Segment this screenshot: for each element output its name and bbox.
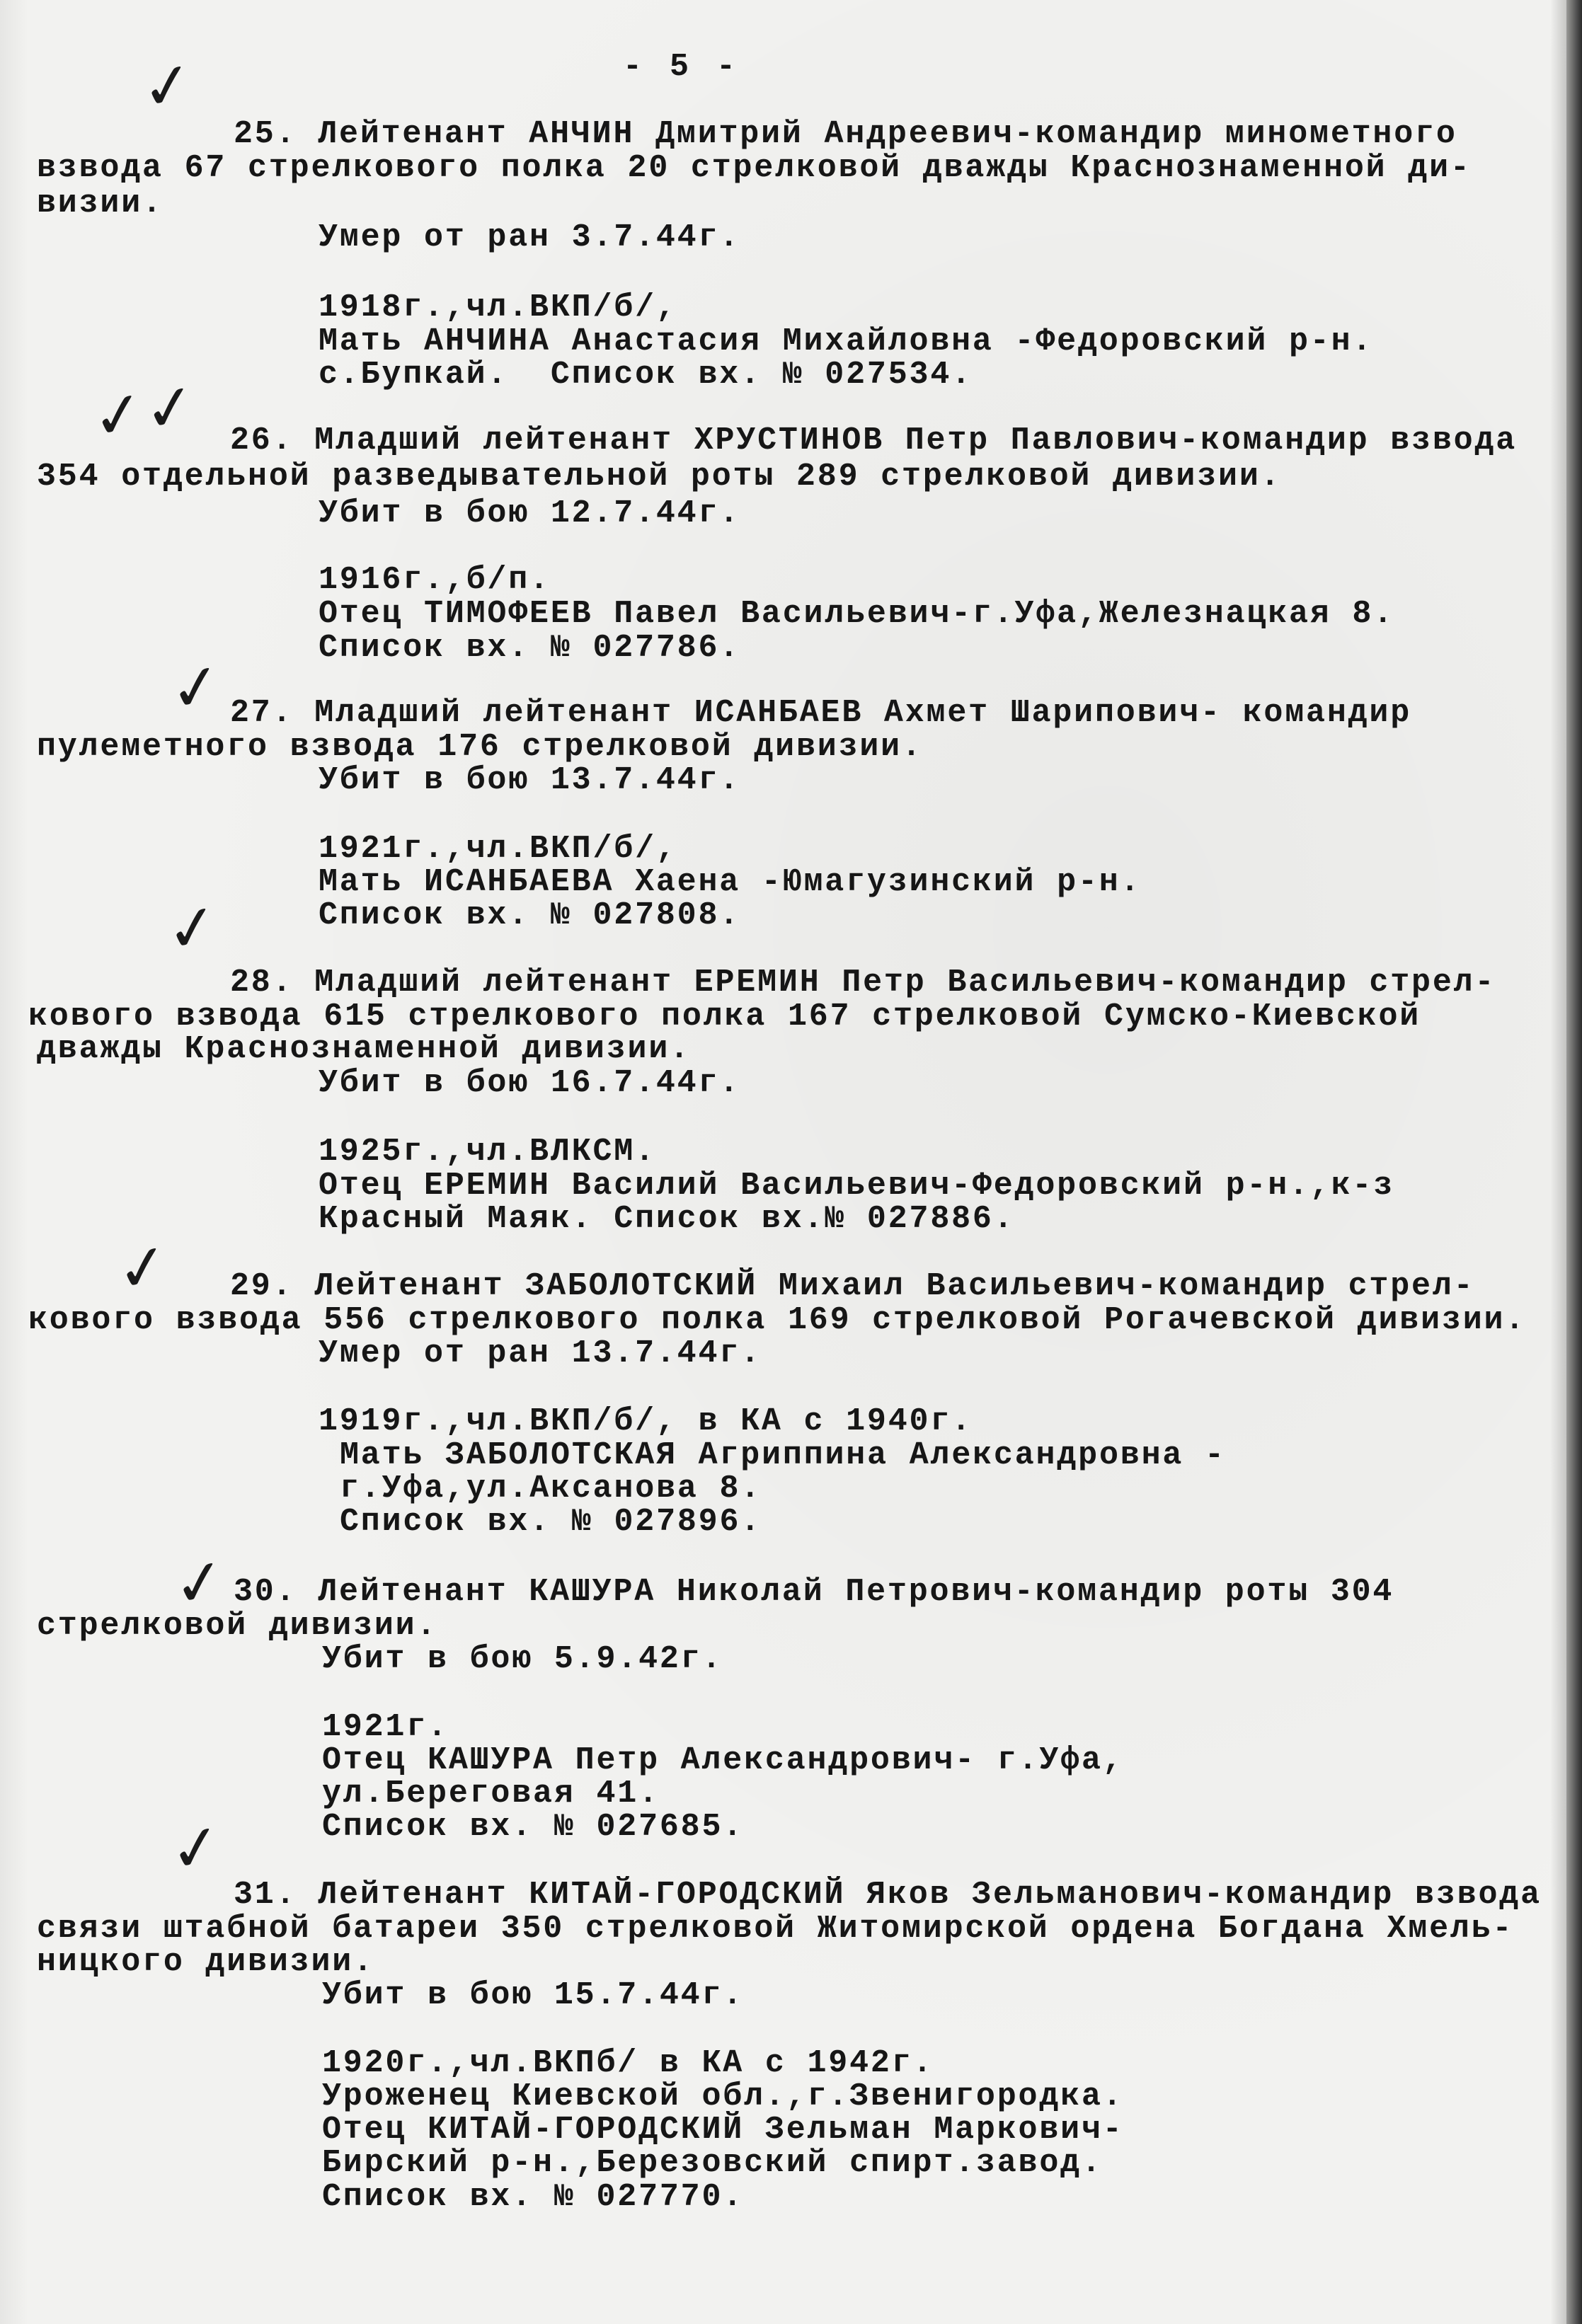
entry-line: взвода 67 стрелкового полка 20 стрелковой дважды Краснознаменной ди- [37, 150, 1472, 186]
entry-line: 28. Младший лейтенант ЕРЕМИН Петр Васильевич-командир стрел- [230, 965, 1496, 1001]
entry-line: Мать ИСАНБАЕВА Хаена -Юмагузинский р-н. [319, 864, 1142, 900]
entry-line: Уроженец Киевской обл.,г.Звенигородка. [322, 2078, 1124, 2115]
entry-line: Убит в бою 15.7.44г. [322, 1977, 745, 2013]
entry-line: Список вх. № 027896. [340, 1504, 762, 1540]
entry-line: Мать АНЧИНА Анастасия Михайловна -Федоровский р-н. [319, 323, 1374, 359]
entry-line: Убит в бою 5.9.42г. [322, 1641, 723, 1677]
entry-line: 354 отдельной разведывательной роты 289 стрелковой дивизии. [37, 459, 1282, 495]
checkmark-icon: ✓ [165, 648, 227, 727]
entry-line: Убит в бою 12.7.44г. [319, 495, 741, 531]
entry-line: Отец КАШУРА Петр Александрович- г.Уфа, [322, 1742, 1124, 1778]
entry-line: 30. Лейтенант КАШУРА Николай Петрович-командир роты 304 [234, 1574, 1394, 1610]
entry-line: стрелковой дивизии. [37, 1608, 438, 1644]
entry-line: Отец ТИМОФЕЕВ Павел Васильевич-г.Уфа,Железнацкая 8. [319, 596, 1395, 632]
entry-line: визии. [37, 185, 164, 222]
entry-line: Список вх. № 027786. [319, 630, 741, 666]
checkmark-icon: ✓ [161, 888, 224, 968]
entry-line: 1921г.,чл.ВКП/б/, [319, 831, 677, 867]
entry-line: 1920г.,чл.ВКПб/ в КА с 1942г. [322, 2045, 934, 2081]
entry-line: ул.Береговая 41. [322, 1776, 660, 1812]
checkmark-icon: ✓ [112, 1228, 174, 1308]
entry-line: 1925г.,чл.ВЛКСМ. [319, 1134, 656, 1170]
entry-line: 1916г.,б/п. [319, 562, 551, 598]
entry-line: 1918г.,чл.ВКП/б/, [319, 289, 677, 326]
page-number: - 5 - [623, 49, 740, 85]
checkmark-icon: ✓ [165, 1808, 227, 1888]
entry-line: Умер от ран 3.7.44г. [319, 219, 741, 255]
entry-line: Список вх. № 027808. [319, 897, 741, 933]
entry-line: 31. Лейтенант КИТАЙ-ГОРОДСКИЙ Яков Зельманович-командир взвода [234, 1877, 1542, 1913]
entry-line: 1919г.,чл.ВКП/б/, в КА с 1940г. [319, 1403, 973, 1439]
entry-line: ницкого дивизии. [37, 1944, 374, 1980]
entry-line: Отец ЕРЕМИН Василий Васильевич-Федоровский р-н.,к-з [319, 1168, 1395, 1204]
entry-line: Убит в бою 16.7.44г. [319, 1065, 741, 1101]
entry-line: кового взвода 615 стрелкового полка 167 стрелковой Сумско-Киевской [28, 999, 1421, 1035]
entry-line: Отец КИТАЙ-ГОРОДСКИЙ Зельман Маркович- [322, 2112, 1124, 2148]
entry-line: кового взвода 556 стрелкового полка 169 стрелковой Рогачевской дивизии. [28, 1302, 1527, 1338]
entry-line: 26. Младший лейтенант ХРУСТИНОВ Петр Павлович-командир взвода [230, 422, 1518, 459]
checkmark-icon: ✓ [168, 1543, 231, 1623]
entry-line: Красный Маяк. Список вх.№ 027886. [319, 1201, 1015, 1237]
entry-line: Умер от ран 13.7.44г. [319, 1335, 762, 1371]
entry-line: 27. Младший лейтенант ИСАНБАЕВ Ахмет Шарипович- командир [230, 695, 1412, 731]
entry-line: с.Бупкай. Список вх. № 027534. [319, 357, 973, 393]
entry-line: г.Уфа,ул.Аксанова 8. [340, 1471, 762, 1507]
entry-line: Бирский р-н.,Березовский спирт.завод. [322, 2145, 1103, 2181]
entry-line: Мать ЗАБОЛОТСКАЯ Агриппина Александровна - [340, 1437, 1226, 1473]
entry-line: пулеметного взвода 176 стрелковой дивизии. [37, 729, 923, 765]
entry-line: 29. Лейтенант ЗАБОЛОТСКИЙ Михаил Васильевич-командир стрел- [230, 1268, 1475, 1304]
scan-edge-shadow [1566, 0, 1582, 2324]
checkmark-icon: ✓ [137, 46, 199, 126]
entry-line: дважды Краснознаменной дивизии. [37, 1031, 691, 1067]
entry-line: Список вх. № 027770. [322, 2179, 745, 2215]
entry-line: связи штабной батареи 350 стрелковой Житомирской ордена Богдана Хмель- [37, 1911, 1514, 1947]
entry-line: 25. Лейтенант АНЧИН Дмитрий Андреевич-командир минометного [234, 116, 1457, 152]
entry-line: Убит в бою 13.7.44г. [319, 762, 741, 798]
checkmark-icon: ✓✓ [87, 368, 201, 455]
entry-line: Список вх. № 027685. [322, 1809, 745, 1845]
entry-line: 1921г. [322, 1709, 449, 1745]
